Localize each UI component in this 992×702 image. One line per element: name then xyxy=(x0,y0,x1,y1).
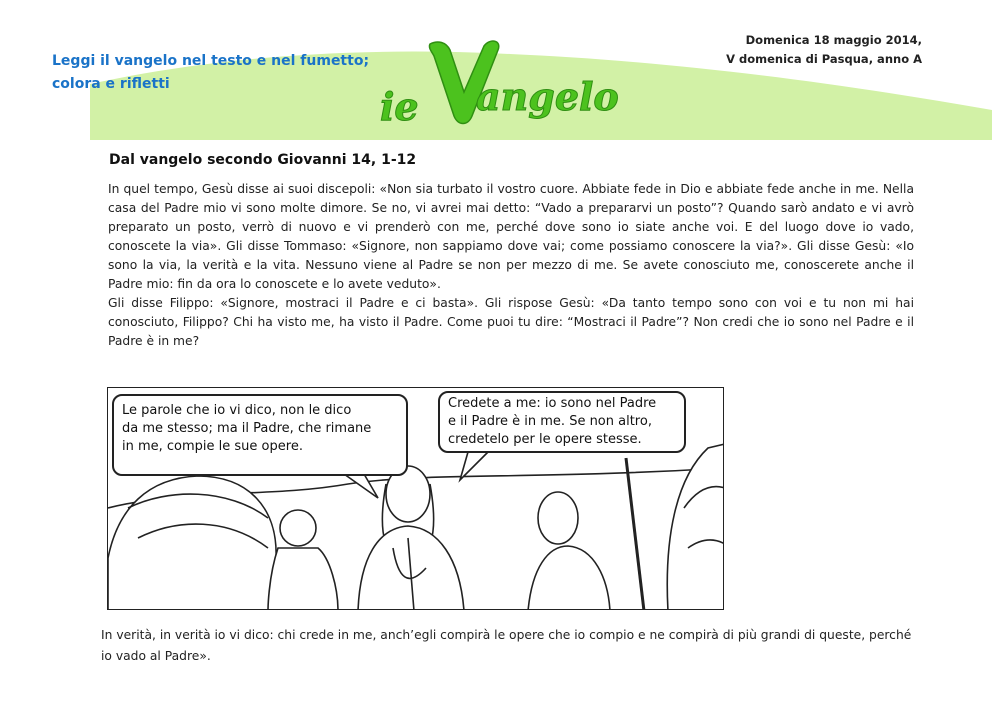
right-hooded-figure xyxy=(667,444,724,610)
intro-instructions xyxy=(52,50,392,96)
passage-paragraph-2: Gli disse Filippo: «Signore, mostraci il Padre e ci basta». Gli rispose Gesù: «Da tanto tempo sono con voi e tu non mi hai conosciuto, Filippo? Chi ha visto me, ha visto il Padre. Come puoi tu dire: “Mostraci il Padre”? Non credi che io sono nel Padre e il Padre è in me? xyxy=(108,296,914,348)
logo-suffix: angelo xyxy=(476,74,619,119)
ievangelo-logo xyxy=(372,36,640,136)
bubble-right-line-3: credetelo per le opere stesse. xyxy=(448,432,642,447)
page-title: Dal vangelo secondo Giovanni 14, 1-12 xyxy=(109,152,417,168)
bubble-left-line-1: Le parole che io vi dico, non le dico xyxy=(122,403,352,418)
date-line-1: Domenica 18 maggio 2014, xyxy=(745,33,922,47)
intro-line-2: colora e rifletti xyxy=(52,76,170,92)
closing-text: In verità, in verità io vi dico: chi crede in me, anch’egli compirà le opere che io compio e ne compirà di più grandi di queste, perché io vado al Padre». xyxy=(101,628,912,663)
passage-paragraph-1: In quel tempo, Gesù disse ai suoi discepoli: «Non sia turbato il vostro cuore. Abbiate fede in Dio e abbiate fede anche in me. Nella casa del Padre mio vi sono molte dimore. Se no, vi avrei mai detto: “Vado a prepararvi un posto”? Quando sarò andato e vi avrò preparato un posto, verrò di nuovo e vi prenderò con me, perché dove sono io siate anche voi. E del luogo dove io vado, conoscete la via». Gli disse Tommaso: «Signore, non sappiamo dove vai; come possiamo conoscere la via?». Gli disse Gesù: «Io sono la via, la verità e la vita. Nessuno viene al Padre se non per mezzo di me. Se avete conosciuto me, conoscerete anche il Padre mio: fin da ora lo conoscete e lo avete veduto». xyxy=(108,182,914,291)
bubble-left-line-3: in me, compie le sue opere. xyxy=(122,439,303,454)
speech-bubble-left xyxy=(112,394,408,476)
speech-bubble-right xyxy=(438,391,686,453)
comic-panel xyxy=(107,387,724,610)
staff xyxy=(626,458,644,610)
intro-line-1: Leggi il vangelo nel testo e nel fumetto; xyxy=(52,53,370,69)
bubble-left-line-2: da me stesso; ma il Padre, che rimane xyxy=(122,421,372,436)
disciple-head xyxy=(538,492,578,544)
left-figure xyxy=(108,476,276,610)
gospel-passage xyxy=(108,180,914,351)
date-info xyxy=(602,31,922,69)
logo-prefix: ie xyxy=(380,84,419,129)
logo-graphic xyxy=(372,36,640,136)
bubble-left-tail xyxy=(344,474,378,498)
bubble-right-line-1: Credete a me: io sono nel Padre xyxy=(448,396,657,411)
date-line-2: V domenica di Pasqua, anno A xyxy=(726,52,922,66)
bald-figure-head xyxy=(280,510,316,546)
bubble-right-line-2: e il Padre è in me. Se non altro, xyxy=(448,414,652,429)
